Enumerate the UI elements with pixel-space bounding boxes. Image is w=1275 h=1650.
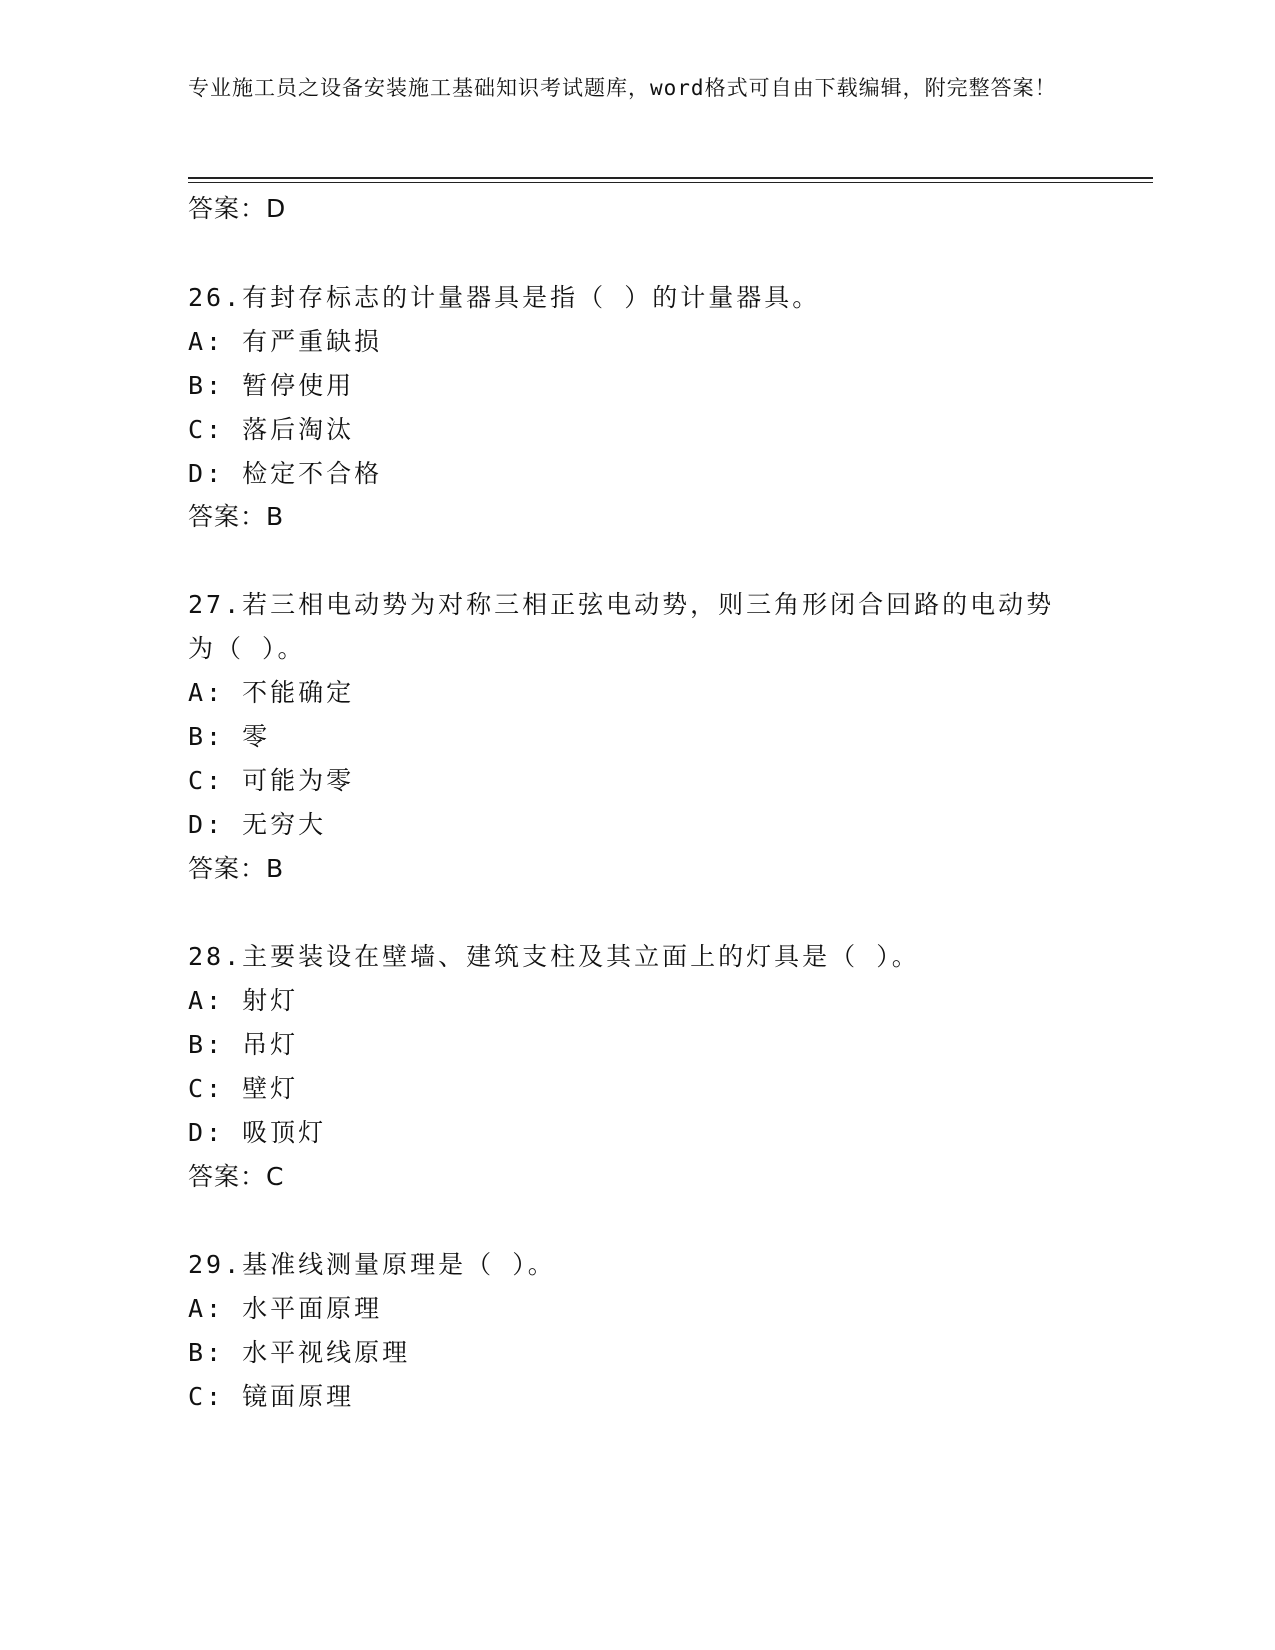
question-29-option-a: A: 水平面原理 — [188, 1294, 383, 1323]
question-29-stem: 29.基准线测量原理是（ ）。 — [188, 1250, 556, 1279]
question-27-option-a: A: 不能确定 — [188, 678, 355, 707]
answer-28: 答案：C — [188, 1162, 285, 1191]
question-28-stem: 28.主要装设在壁墙、建筑支柱及其立面上的灯具是（ ）。 — [188, 942, 920, 971]
answer-26: 答案：B — [188, 502, 285, 531]
question-26-option-c: C: 落后淘汰 — [188, 415, 355, 444]
question-27-option-d: D: 无穷大 — [188, 810, 327, 839]
question-26-option-a: A: 有严重缺损 — [188, 327, 383, 356]
question-26-option-d: D: 检定不合格 — [188, 459, 383, 488]
question-26-option-b: B: 暂停使用 — [188, 371, 355, 400]
question-27-stem-line2: 为（ ）。 — [188, 634, 306, 663]
answer-27: 答案：B — [188, 854, 285, 883]
question-28-option-a: A: 射灯 — [188, 986, 299, 1015]
question-26-stem: 26.有封存标志的计量器具是指（ ）的计量器具。 — [188, 283, 821, 312]
question-28-option-c: C: 壁灯 — [188, 1074, 299, 1103]
answer-25: 答案：D — [188, 194, 287, 223]
question-29-option-b: B: 水平视线原理 — [188, 1338, 411, 1367]
question-28-option-b: B: 吊灯 — [188, 1030, 299, 1059]
question-27-option-c: C: 可能为零 — [188, 766, 355, 795]
question-28-option-d: D: 吸顶灯 — [188, 1118, 327, 1147]
header-divider-thin — [188, 182, 1153, 183]
question-29-option-c: C: 镜面原理 — [188, 1382, 355, 1411]
question-27-option-b: B: 零 — [188, 722, 271, 751]
question-27-stem-line1: 27.若三相电动势为对称三相正弦电动势，则三角形闭合回路的电动势 — [188, 590, 1055, 619]
document-header: 专业施工员之设备安装施工基础知识考试题库，word格式可自由下载编辑，附完整答案！ — [188, 76, 1057, 100]
header-divider — [188, 177, 1153, 179]
